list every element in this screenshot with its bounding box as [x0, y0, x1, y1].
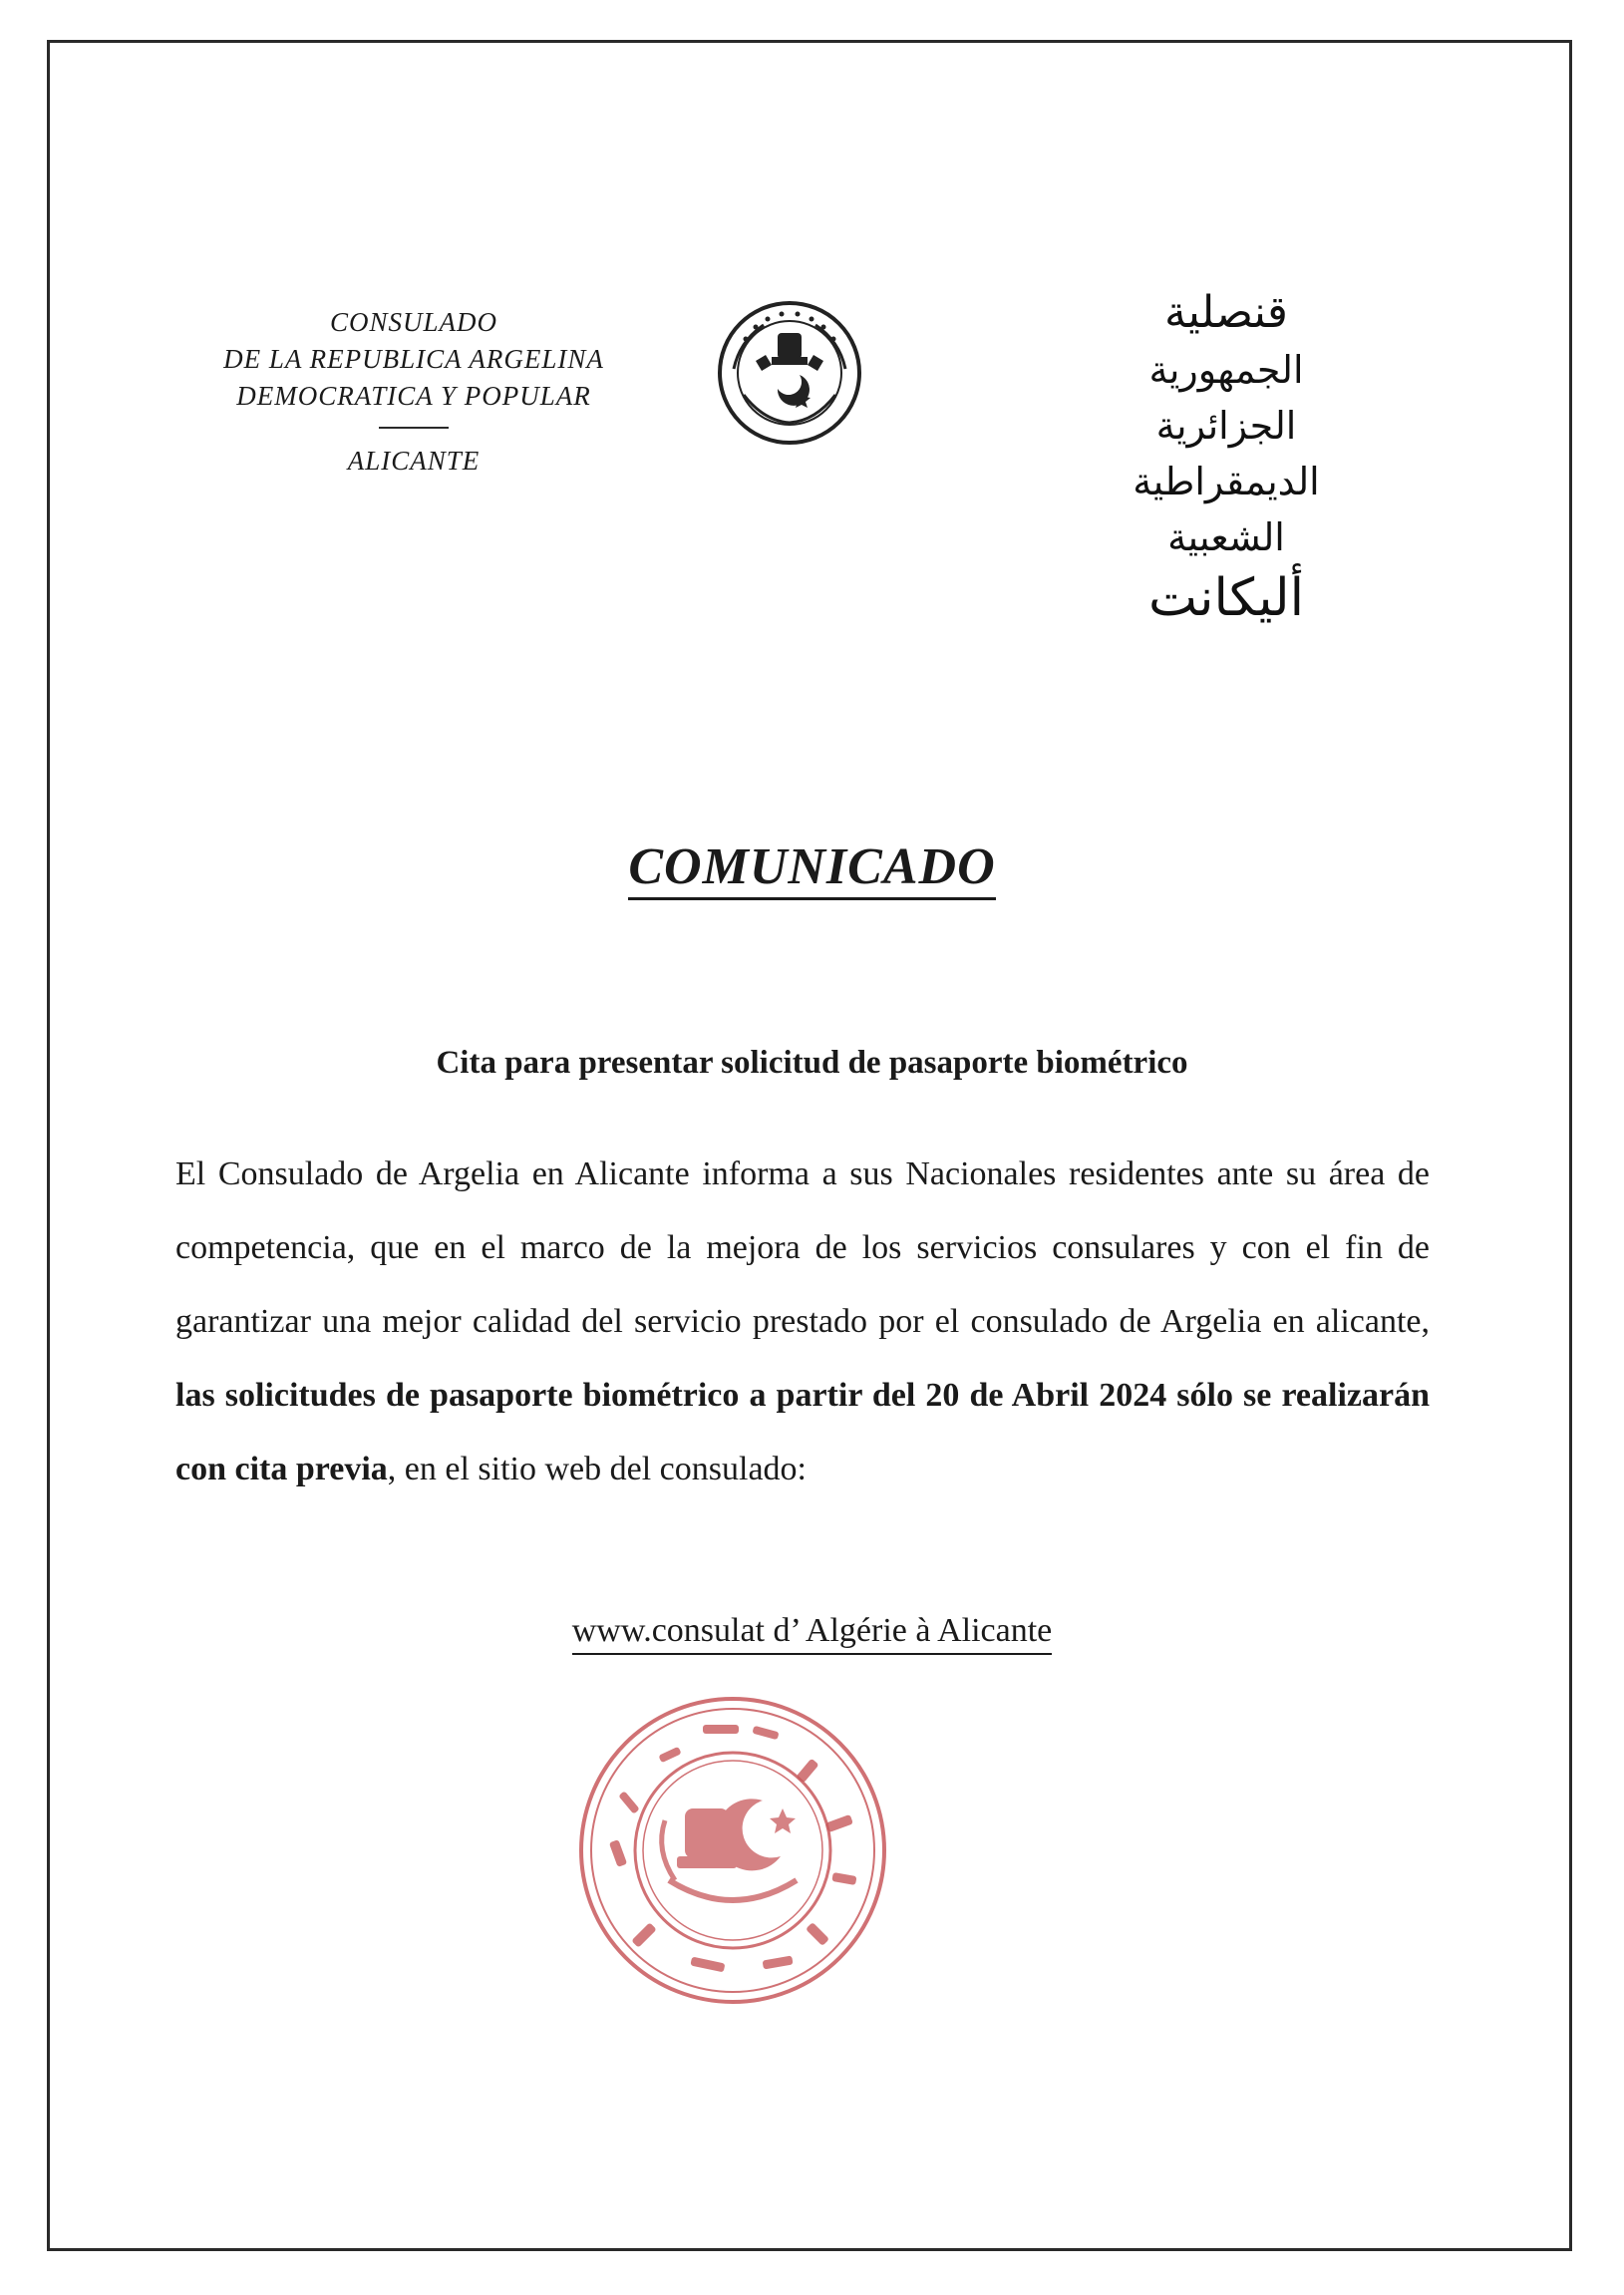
body-paragraph	[175, 1138, 1430, 1506]
header-arabic-line2: الجمهورية الجزائرية	[1148, 348, 1304, 448]
website-link[interactable]: www.consulat d’ Algérie à Alicante	[572, 1612, 1053, 1655]
consulate-header-spanish	[199, 304, 628, 480]
consulate-header-arabic	[1077, 284, 1376, 631]
website-line	[0, 1612, 1624, 1650]
header-arabic-line3: الديمقراطية الشعبية	[1133, 460, 1320, 559]
body-text-part2: , en el sitio web del consulado:	[387, 1451, 807, 1487]
header-line-republica: DE LA REPUBLICA ARGELINA	[223, 344, 604, 374]
document-title	[0, 837, 1624, 896]
header-line-city: ALICANTE	[347, 446, 481, 476]
document-title-text: COMUNICADO	[628, 838, 995, 900]
header-arabic-line1: قنصلية	[1164, 287, 1288, 338]
body-text-part1: El Consulado de Argelia en Alicante informa a sus Nacionales residentes ante su área de competencia, que en el marco de la mejora de los servicios consulares y con el fin de garantizar una mejor calidad del servicio prestado por el consulado de Argelia en alicante,	[175, 1155, 1430, 1340]
header-divider	[379, 427, 449, 429]
state-emblem-icon	[716, 299, 863, 447]
header-arabic-city: أليكانت	[1147, 568, 1305, 628]
header-line-democratica: DEMOCRATICA Y POPULAR	[236, 381, 591, 411]
body-text-bold: las solicitudes de pasaporte biométrico a partir del 20 de Abril 2024 sólo se realizarán con cita previa	[175, 1377, 1430, 1487]
consular-seal-stamp-icon	[573, 1691, 892, 2010]
document-subtitle: Cita para presentar solicitud de pasaporte biométrico	[436, 1045, 1188, 1081]
header-line-consulado: CONSULADO	[329, 307, 498, 337]
